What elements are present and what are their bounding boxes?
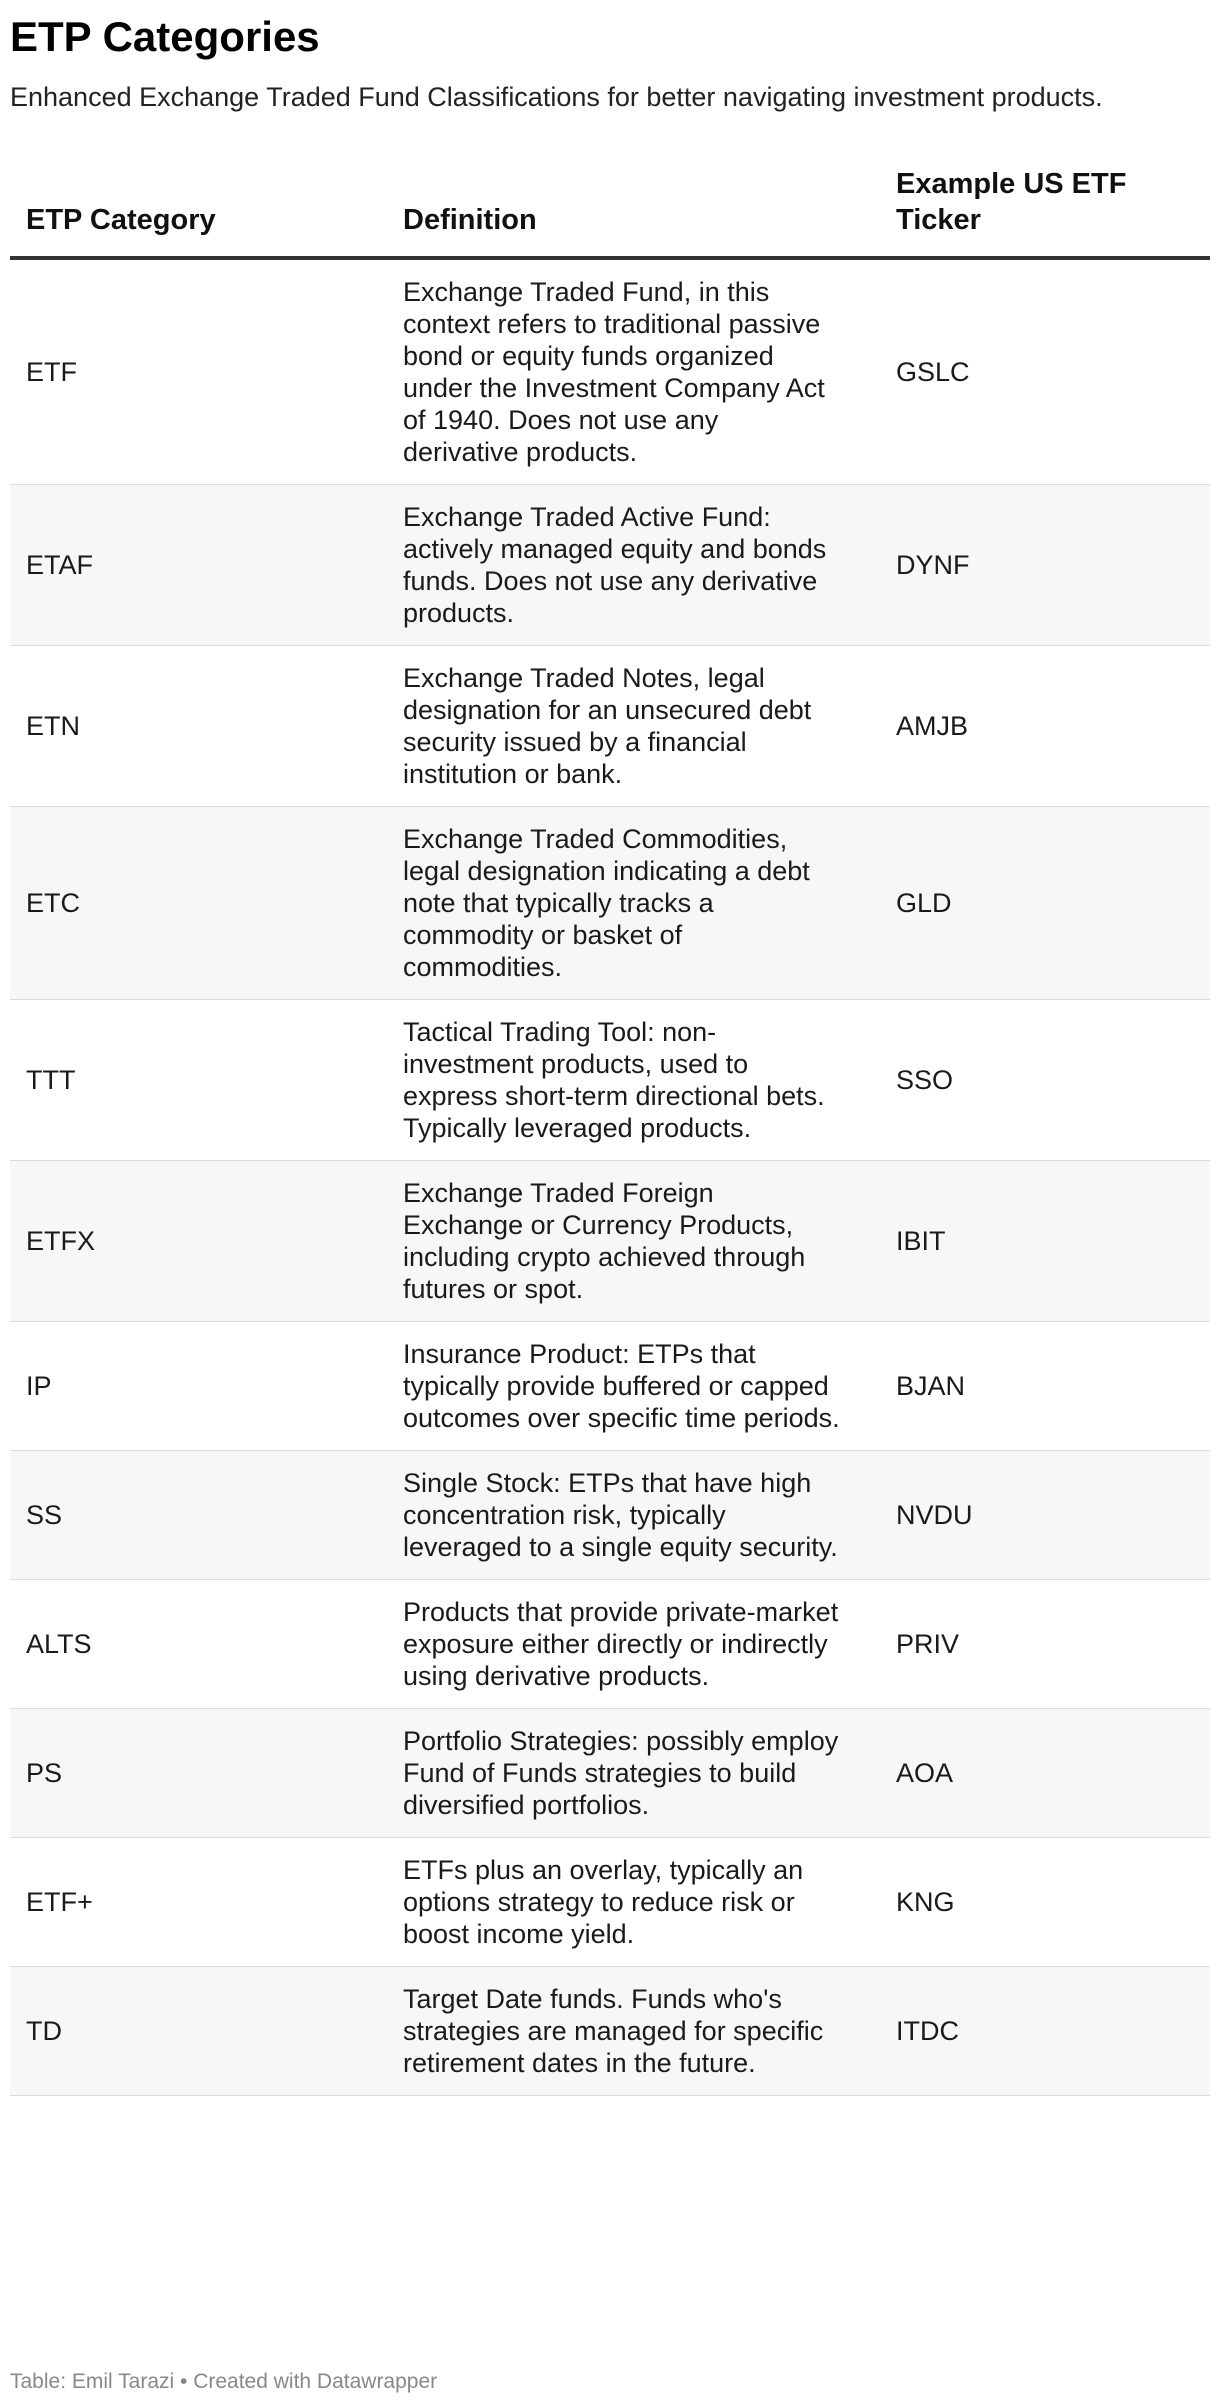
ticker-cell: AOA — [880, 1709, 1210, 1838]
header-definition[interactable]: Definition — [387, 160, 880, 258]
definition-cell: Target Date funds. Funds who's strategies are managed for specific retirement dates in the future. — [387, 1967, 880, 2096]
category-cell: PS — [10, 1709, 387, 1838]
table-row — [10, 1322, 1210, 1451]
definition-cell: Products that provide private-market exposure either directly or indirectly using derivative products. — [387, 1580, 880, 1709]
definition-cell: Exchange Traded Notes, legal designation for an unsecured debt security issued by a financial institution or bank. — [387, 646, 880, 807]
ticker-cell: AMJB — [880, 646, 1210, 807]
ticker-cell: KNG — [880, 1838, 1210, 1967]
table-row — [10, 258, 1210, 485]
category-cell: ETC — [10, 807, 387, 1000]
ticker-cell: ITDC — [880, 1967, 1210, 2096]
table-row — [10, 1709, 1210, 1838]
definition-cell: Exchange Traded Active Fund: actively managed equity and bonds funds. Does not use any derivative products. — [387, 485, 880, 646]
ticker-cell: NVDU — [880, 1451, 1210, 1580]
category-cell: IP — [10, 1322, 387, 1451]
table-row — [10, 1838, 1210, 1967]
page-title: ETP Categories — [10, 13, 320, 60]
definition-cell: Exchange Traded Foreign Exchange or Currency Products, including crypto achieved through futures or spot. — [387, 1161, 880, 1322]
table-row — [10, 1580, 1210, 1709]
category-cell: ETF+ — [10, 1838, 387, 1967]
ticker-cell: DYNF — [880, 485, 1210, 646]
category-cell: ETF — [10, 258, 387, 485]
definition-cell: ETFs plus an overlay, typically an options strategy to reduce risk or boost income yield. — [387, 1838, 880, 1967]
table-row — [10, 485, 1210, 646]
category-cell: SS — [10, 1451, 387, 1580]
table-row — [10, 646, 1210, 807]
table-row — [10, 1451, 1210, 1580]
category-cell: ETAF — [10, 485, 387, 646]
table-row — [10, 1161, 1210, 1322]
definition-cell: Tactical Trading Tool: non-investment products, used to express short-term directional bets. Typically leveraged products. — [387, 1000, 880, 1161]
table-row — [10, 1000, 1210, 1161]
category-cell: ALTS — [10, 1580, 387, 1709]
category-cell: TTT — [10, 1000, 387, 1161]
ticker-cell: SSO — [880, 1000, 1210, 1161]
definition-cell: Insurance Product: ETPs that typically provide buffered or capped outcomes over specific time periods. — [387, 1322, 880, 1451]
category-cell: ETFX — [10, 1161, 387, 1322]
definition-cell: Exchange Traded Fund, in this context refers to traditional passive bond or equity funds organized under the Investment Company Act of 1940. Does not use any derivative products. — [387, 258, 880, 485]
definition-cell: Portfolio Strategies: possibly employ Fund of Funds strategies to build diversified portfolios. — [387, 1709, 880, 1838]
table-row — [10, 807, 1210, 1000]
table-header-row — [10, 160, 1210, 258]
etp-categories-table — [10, 160, 1210, 2096]
source-footer: Table: Emil Tarazi • Created with Datawrapper — [10, 2370, 438, 2393]
definition-cell: Single Stock: ETPs that have high concentration risk, typically leveraged to a single equity security. — [387, 1451, 880, 1580]
ticker-cell: GSLC — [880, 258, 1210, 485]
ticker-cell: PRIV — [880, 1580, 1210, 1709]
ticker-cell: BJAN — [880, 1322, 1210, 1451]
definition-cell: Exchange Traded Commodities, legal designation indicating a debt note that typically tracks a commodity or basket of commodities. — [387, 807, 880, 1000]
category-cell: TD — [10, 1967, 387, 2096]
ticker-cell: GLD — [880, 807, 1210, 1000]
ticker-cell: IBIT — [880, 1161, 1210, 1322]
category-cell: ETN — [10, 646, 387, 807]
header-example-ticker[interactable]: Example US ETF Ticker — [880, 160, 1210, 258]
page-subtitle: Enhanced Exchange Traded Fund Classifications for better navigating investment products. — [10, 82, 1103, 112]
table-row — [10, 1967, 1210, 2096]
header-etp-category[interactable]: ETP Category — [10, 160, 387, 258]
